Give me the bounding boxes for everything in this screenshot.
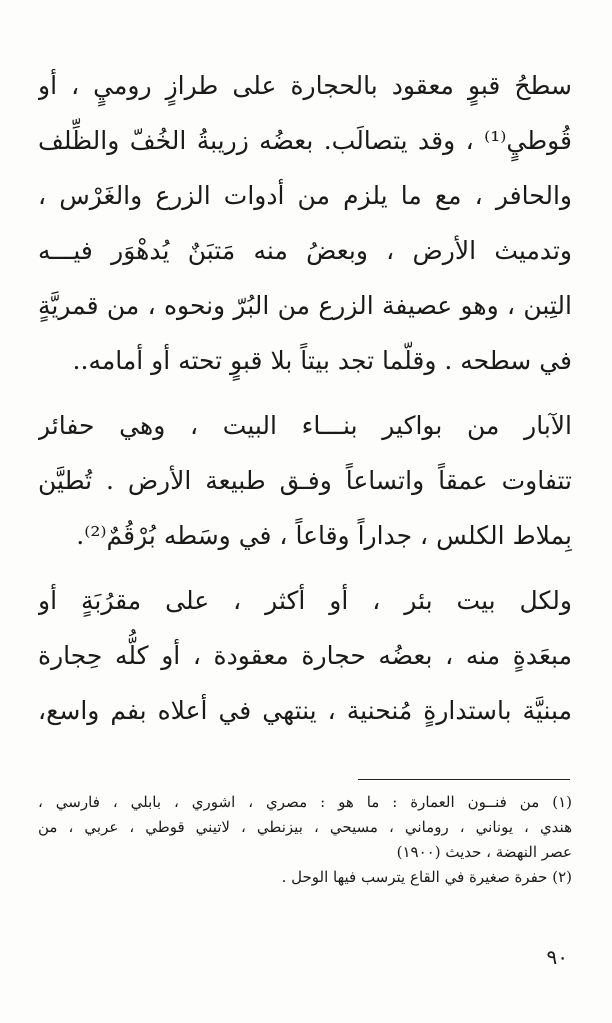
footnote-line: (٢) حفرة صغيرة في القاع يترسب فيها الوحل . bbox=[281, 868, 572, 886]
main-text bbox=[38, 58, 572, 738]
text-line: التِبن ، وهو عصيفة الزرع من البُرّ ونحوه ، من قمريَّةٍ bbox=[38, 291, 572, 320]
footnote-line: عصر النهضة ، حديث (١٩٠٠) bbox=[396, 843, 572, 861]
text-line: قُوطيٍ⁽¹⁾ ، وقد يتصالَب. بعضُه زريبةُ الخُفّ والظِّلف bbox=[38, 126, 572, 155]
footnote-divider bbox=[358, 779, 570, 780]
text-line: بِملاط الكلس ، جداراً وقاعاً ، في وسَطه بُرْقُمٌ⁽²⁾. bbox=[76, 521, 572, 550]
text-line: تتفاوت عمقاً واتساعاً وفـق طبيعة الأرض . تُطيَّن bbox=[38, 466, 572, 495]
text-line: في سطحه . وقلّما تجد بيتاً بلا قبوٍ تحته أو أمامه.. bbox=[72, 346, 572, 375]
page-number: ٩٠ bbox=[546, 945, 568, 969]
footnotes bbox=[38, 790, 572, 890]
footnote-line: هندي ، يوناني ، روماني ، مسيحي ، بيزنطي ، لاتيني قوطي ، عربي ، من bbox=[38, 818, 572, 836]
footnote-line: (١) من فنــون العمارة : ما هو : مصري ، اشوري ، بابلي ، فارسي ، bbox=[38, 793, 572, 811]
text-line: ولكل بيت بئر ، أو أكثر ، على مقرُبَةٍ أو bbox=[38, 586, 572, 615]
text-line: الآبار من بواكير بنـــاء البيت ، وهي حفائر bbox=[38, 411, 572, 440]
text-line: وتدميث الأرض ، وبعضُ منه مَتبَنٌ يُدهْوَر فيـــه bbox=[38, 236, 572, 265]
text-line: مبعَدةٍ منه ، بعضُه حجارة معقودة ، أو كلُّه حِجارة bbox=[38, 641, 572, 670]
text-line: مبنيَّة باستدارةٍ مُنحنية ، ينتهي في أعلاه بفم واسع، bbox=[38, 696, 572, 725]
text-line: سطحُ قبوٍ معقود بالحجارة على طرازٍ روميٍ ، أو bbox=[38, 71, 572, 100]
text-line: والحافر ، مع ما يلزم من أدوات الزرع والغَرْس ، bbox=[38, 181, 572, 210]
